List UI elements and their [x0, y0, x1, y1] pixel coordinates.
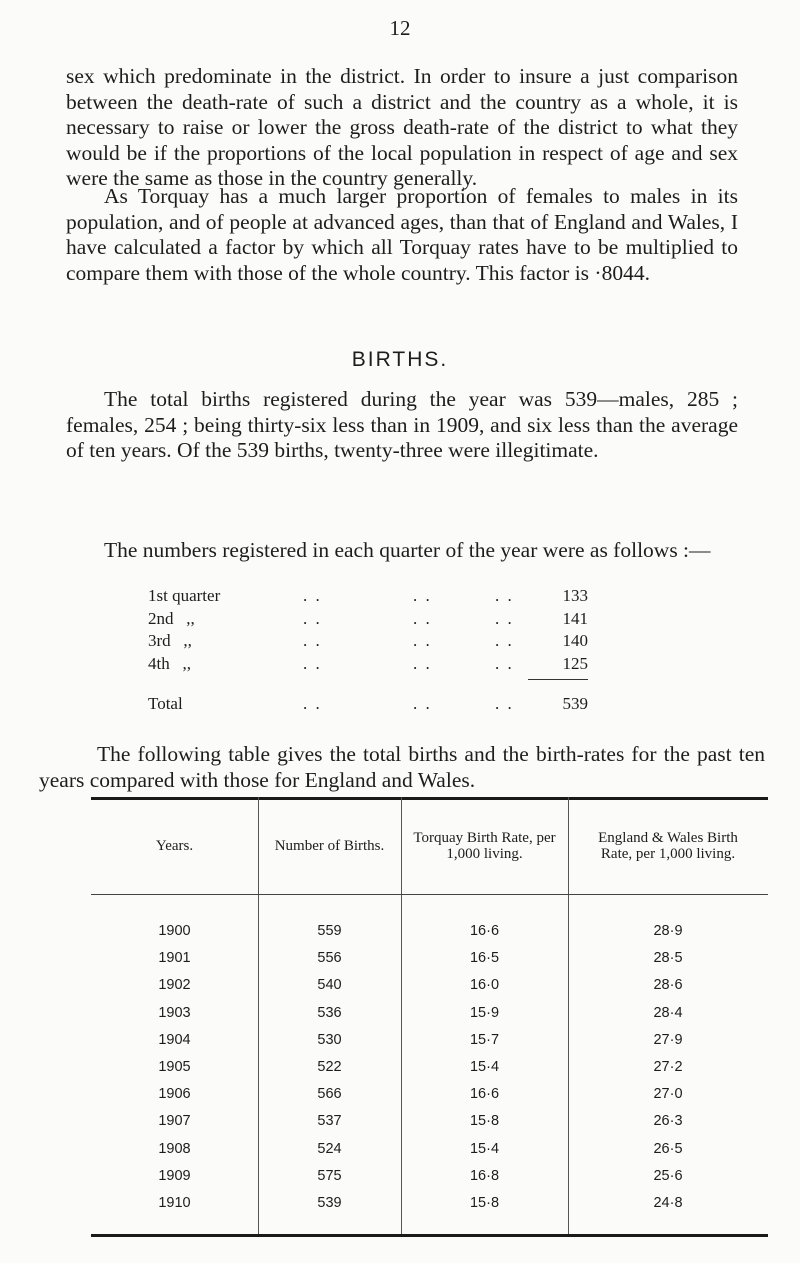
table-row [91, 950, 768, 972]
quarter-value: 125 [562, 653, 588, 673]
total-rule [528, 679, 588, 680]
paragraph-total-births: The total births registered during the year was 539—males, 285 ; females, 254 ; being thirty-six less than in 1909, and six less than the average of ten years. Of the 539 births, twenty-three were illegitimate. [66, 387, 738, 462]
quarter-row [148, 609, 588, 632]
page-number: 12 [389, 16, 411, 40]
table-row [91, 1059, 768, 1081]
cell-england-rate: 27·2 [653, 1059, 683, 1075]
table-row [91, 1032, 768, 1054]
total-label: Total [148, 694, 183, 713]
cell-torquay-rate: 15·9 [469, 1004, 500, 1021]
cell-year: 1901 [158, 950, 191, 967]
table-row [91, 1005, 768, 1027]
header-torquay-birth-rate: Torquay Birth Rate, per 1,000 living. [413, 829, 556, 862]
paragraph-table-intro: The following table gives the total births and the birth-rates for the past ten years compared with those for England and Wales. [39, 742, 765, 792]
leader-dots: . . [413, 608, 432, 628]
cell-england-rate: 28·5 [653, 950, 683, 967]
table-row [91, 977, 768, 999]
leader-dots: . . [495, 694, 514, 713]
quarter-label: 4th ,, [148, 653, 191, 673]
section-heading-births: BIRTHS. [351, 348, 449, 371]
cell-torquay-rate: 15·7 [469, 1031, 500, 1048]
cell-births: 530 [317, 1031, 342, 1048]
cell-births: 539 [317, 1195, 342, 1211]
leader-dots: . . [495, 608, 514, 628]
cell-year: 1905 [158, 1059, 191, 1075]
leader-dots: . . [495, 631, 514, 650]
quarter-label: 1st quarter [148, 586, 221, 605]
cell-england-rate: 28·6 [653, 977, 683, 994]
cell-torquay-rate: 15·8 [469, 1113, 500, 1130]
quarter-label: 3rd ,, [148, 631, 192, 650]
header-england-wales-birth-rate: England & Wales Birth Rate, per 1,000 living. [598, 829, 738, 862]
cell-births: 537 [317, 1113, 342, 1130]
cell-year: 1907 [158, 1113, 191, 1130]
cell-torquay-rate: 16·0 [469, 977, 500, 994]
quarter-total-row [148, 694, 588, 716]
quarter-value: 140 [562, 631, 588, 650]
cell-england-rate: 28·9 [653, 923, 683, 939]
cell-torquay-rate: 16·5 [469, 950, 500, 967]
table-row [91, 923, 768, 945]
cell-year: 1904 [158, 1031, 191, 1048]
cell-england-rate: 27·9 [653, 1031, 683, 1048]
leader-dots: . . [495, 653, 514, 673]
cell-england-rate: 28·4 [653, 1004, 683, 1021]
paragraph-correction-factor: As Torquay has a much larger proportion of females to males in its population, and of people at advanced ages, than that of England and Wales, I have calculated a factor by which all Torquay rates have to be multiplied to compare them with those of the whole country. This factor is ·8044. [66, 184, 738, 285]
table-bottom-rule [91, 1234, 768, 1237]
cell-england-rate: 27·0 [653, 1086, 683, 1103]
cell-england-rate: 24·8 [653, 1195, 683, 1211]
cell-england-rate: 26·5 [653, 1140, 683, 1157]
leader-dots: . . [303, 631, 322, 650]
leader-dots: . . [413, 631, 432, 650]
leader-dots: . . [413, 694, 432, 713]
birth-rate-table [91, 797, 768, 1237]
cell-torquay-rate: 16·6 [469, 1086, 500, 1103]
cell-torquay-rate: 16·6 [469, 923, 500, 939]
cell-torquay-rate: 16·8 [469, 1167, 500, 1184]
cell-year: 1903 [158, 1004, 191, 1021]
cell-births: 522 [317, 1059, 342, 1075]
quarter-value: 141 [562, 608, 588, 628]
cell-births: 556 [317, 950, 342, 967]
header-separator [91, 894, 768, 895]
quarter-row [148, 654, 588, 677]
quarter-row [148, 631, 588, 654]
header-number-of-births: Number of Births. [274, 837, 385, 854]
cell-year: 1906 [158, 1086, 191, 1103]
cell-births: 566 [317, 1086, 342, 1103]
table-row [91, 1113, 768, 1135]
leader-dots: . . [413, 653, 432, 673]
cell-births: 536 [317, 1004, 342, 1021]
cell-births: 540 [317, 977, 342, 994]
leader-dots: . . [303, 608, 322, 628]
leader-dots: . . [303, 586, 322, 605]
cell-torquay-rate: 15·4 [469, 1059, 500, 1075]
quarter-label: 2nd ,, [148, 608, 195, 628]
quarter-row [148, 586, 588, 609]
leader-dots: . . [495, 586, 514, 605]
quarterly-births-list [148, 586, 588, 713]
leader-dots: . . [303, 694, 322, 713]
cell-torquay-rate: 15·4 [469, 1140, 500, 1157]
paragraph-quarters-intro: The numbers registered in each quarter of the year were as follows :— [104, 538, 711, 562]
cell-births: 575 [317, 1167, 342, 1184]
cell-year: 1908 [158, 1140, 191, 1157]
table-row [91, 1195, 768, 1217]
cell-england-rate: 25·6 [653, 1167, 683, 1184]
leader-dots: . . [303, 653, 322, 673]
table-row [91, 1168, 768, 1190]
leader-dots: . . [413, 586, 432, 605]
cell-year: 1900 [158, 923, 191, 939]
cell-year: 1910 [158, 1195, 191, 1211]
cell-births: 559 [317, 923, 342, 939]
cell-year: 1902 [158, 977, 191, 994]
total-value: 539 [562, 694, 588, 713]
cell-year: 1909 [158, 1167, 191, 1184]
paragraph-gross-death-rate: sex which predominate in the district. In order to insure a just comparison between the death-rate of such a district and the country as a whole, it is necessary to raise or lower the gross death-rate of the district to what they would be if the proportions of the local population in respect of age and sex were the same as those in the country generally. [66, 64, 738, 190]
table-row [91, 1086, 768, 1108]
cell-torquay-rate: 15·8 [469, 1195, 500, 1211]
quarter-value: 133 [562, 586, 588, 605]
table-row [91, 1141, 768, 1163]
header-years: Years. [155, 837, 194, 854]
cell-births: 524 [317, 1140, 342, 1157]
cell-england-rate: 26·3 [653, 1113, 683, 1130]
